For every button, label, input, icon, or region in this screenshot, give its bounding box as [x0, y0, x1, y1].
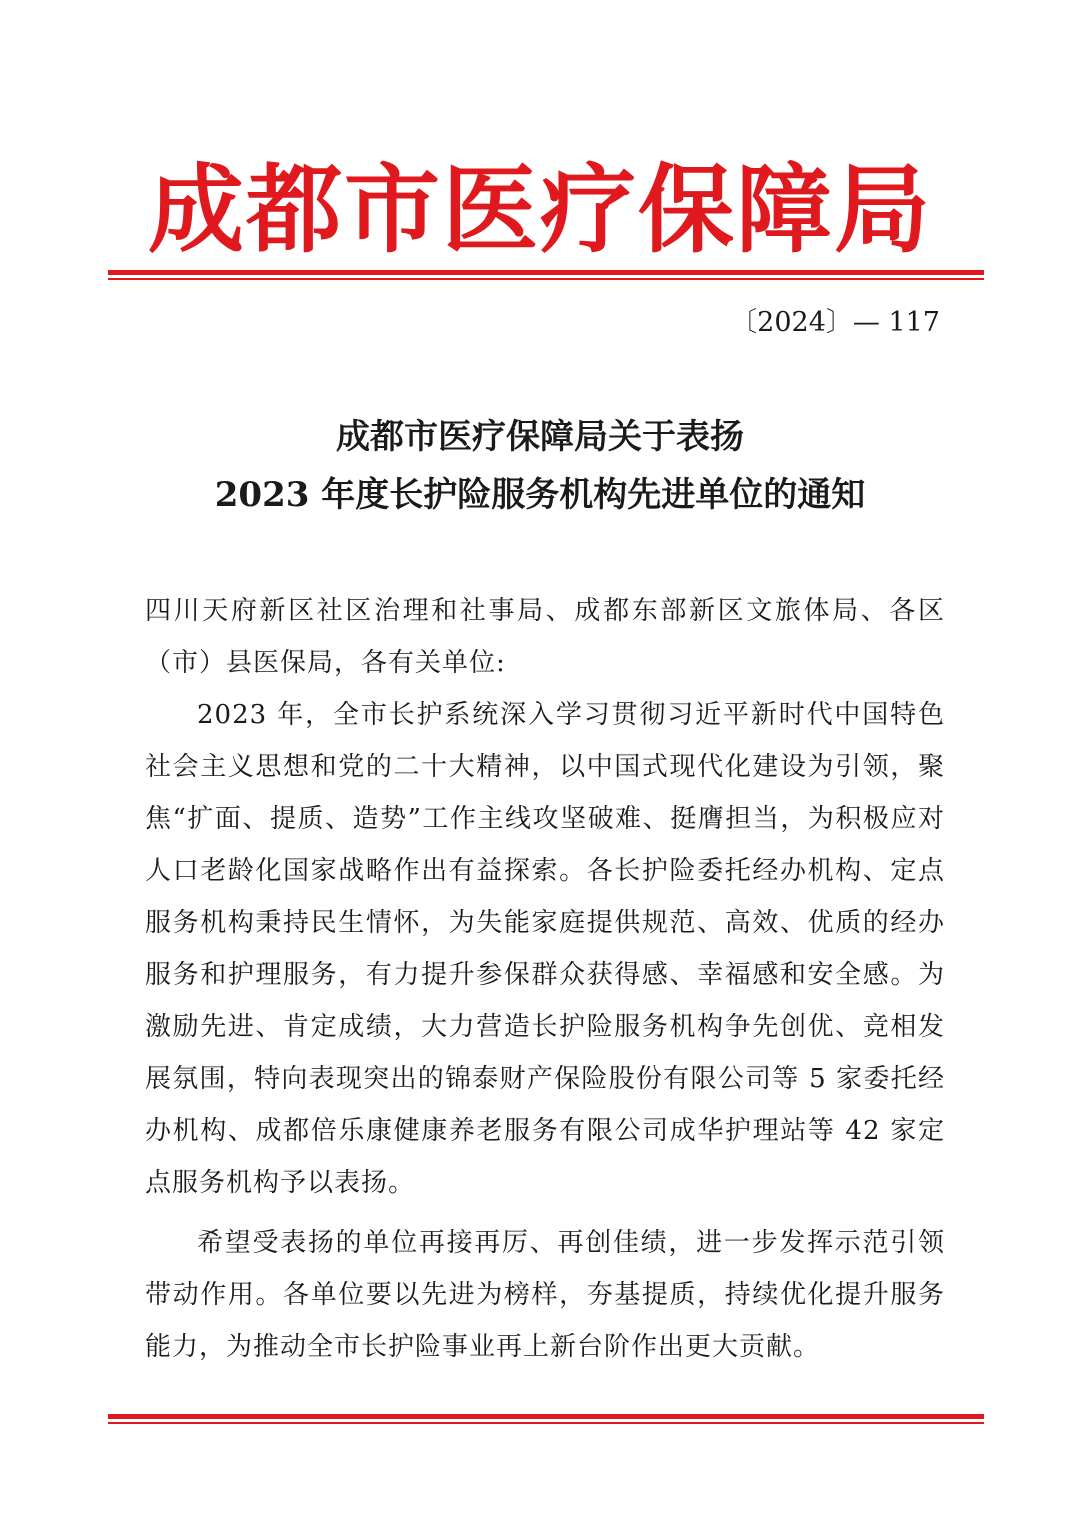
- document-title: [0, 408, 1080, 524]
- salutation: 四川天府新区社区治理和社事局、成都东部新区文旅体局、各区（市）县医保局，各有关单位:: [145, 596, 945, 678]
- issuer-masthead: 成都市医疗保障局: [148, 154, 932, 266]
- document-number: 〔2024〕— 117: [730, 307, 940, 338]
- footer-divider-thin-line: [108, 1422, 984, 1424]
- footer-divider-thick-line: [108, 1414, 984, 1419]
- document-body: [145, 585, 945, 1373]
- divider-thin-line: [108, 278, 984, 280]
- footer-divider: [108, 1414, 984, 1424]
- title-line-1: 成都市医疗保障局关于表扬: [336, 417, 744, 457]
- body-paragraph-2: 希望受表扬的单位再接再厉、再创佳绩，进一步发挥示范引领带动作用。各单位要以先进为榜样，夯基提质，持续优化提升服务能力，为推动全市长护险事业再上新台阶作出更大贡献。: [145, 1228, 945, 1362]
- divider-thick-line: [108, 270, 984, 275]
- title-line-2: 2023 年度长护险服务机构先进单位的通知: [214, 475, 866, 515]
- body-paragraph-1: 2023 年，全市长护系统深入学习贯彻习近平新时代中国特色社会主义思想和党的二十大精神，以中国式现代化建设为引领，聚焦“扩面、提质、造势”工作主线攻坚破难、挺膺担当，为积极应对人口老龄化国家战略作出有益探索。各长护险委托经办机构、定点服务机构秉持民生情怀，为失能家庭提供规范、高效、优质的经办服务和护理服务，有力提升参保群众获得感、幸福感和安全感。为激励先进、肯定成绩，大力营造长护险服务机构争先创优、竞相发展氛围，特向表现突出的锦泰财产保险股份有限公司等 5 家委托经办机构、成都倍乐康健康养老服务有限公司成华护理站等 42 家定点服务机构予以表扬。: [145, 700, 945, 1198]
- masthead-divider: [108, 270, 984, 280]
